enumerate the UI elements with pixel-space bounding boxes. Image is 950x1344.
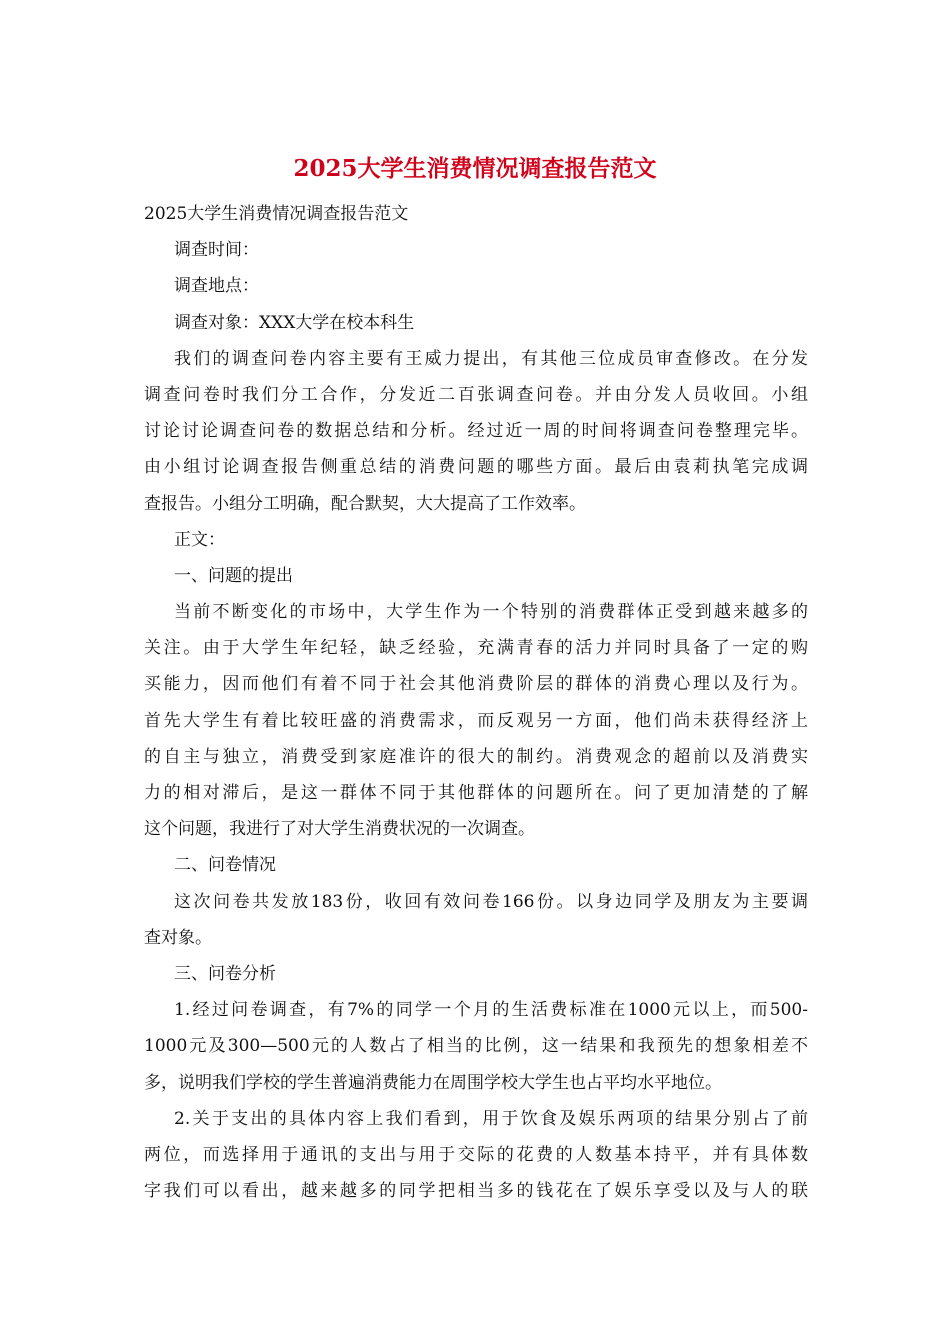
text-line: 1000元及300—500元的人数占了相当的比例，这一结果和我预先的想象相差不 [144, 1036, 808, 1057]
text-line: 调查时间： [174, 240, 259, 261]
document-title: 2025大学生消费情况调查报告范文 [293, 155, 657, 182]
text-line: 由小组讨论调查报告侧重总结的消费问题的哪些方面。最后由袁莉执笔完成调 [144, 457, 808, 478]
text-line: 正文： [174, 529, 225, 550]
document-body [144, 196, 808, 1209]
text-line: 一、问题的提出 [174, 565, 293, 586]
text-line: 关注。由于大学生年纪轻，缺乏经验，充满青春的活力并同时具备了一定的购 [144, 638, 808, 659]
text-line: 当前不断变化的市场中，大学生作为一个特别的消费群体正受到越来越多的 [174, 602, 808, 623]
text-line: 字我们可以看出，越来越多的同学把相当多的钱花在了娱乐享受以及与人的联 [144, 1181, 808, 1202]
text-line: 这个问题，我进行了对大学生消费状况的一次调查。 [144, 819, 535, 840]
text-line: 调查问卷时我们分工合作，分发近二百张调查问卷。并由分发人员收回。小组 [144, 384, 808, 405]
text-line: 力的相对滞后，是这一群体不同于其他群体的问题所在。问了更加清楚的了解 [144, 783, 808, 803]
text-line: 两位，而选择用于通讯的支出与用于交际的花费的人数基本持平，并有具体数 [144, 1144, 808, 1165]
text-line: 1.经过问卷调查，有7%的同学一个月的生活费标准在1000元以上，而500- [174, 1000, 808, 1021]
text-line: 2025大学生消费情况调查报告范文 [144, 204, 409, 224]
text-line: 这次问卷共发放183份，收回有效问卷166份。以身边同学及朋友为主要调 [174, 891, 808, 912]
text-line: 首先大学生有着比较旺盛的消费需求，而反观另一方面，他们尚未获得经济上 [144, 710, 808, 731]
text-line: 三、问卷分析 [174, 963, 276, 984]
text-line: 查报告。小组分工明确，配合默契，大大提高了工作效率。 [144, 493, 586, 514]
text-line: 的自主与独立，消费受到家庭准许的很大的制约。消费观念的超前以及消费实 [144, 746, 808, 767]
text-line: 我们的调查问卷内容主要有王威力提出，有其他三位成员审查修改。在分发 [174, 348, 808, 369]
text-line: 买能力，因而他们有着不同于社会其他消费阶层的群体的消费心理以及行为。 [144, 674, 808, 695]
text-line: 多，说明我们学校的学生普遍消费能力在周围学校大学生也占平均水平地位。 [144, 1072, 722, 1093]
text-line: 调查对象：XXX大学在校本科生 [174, 312, 415, 333]
text-line: 查对象。 [144, 927, 212, 948]
text-line: 二、问卷情况 [174, 855, 276, 876]
text-line: 2.关于支出的具体内容上我们看到，用于饮食及娱乐两项的结果分别占了前 [174, 1108, 808, 1129]
text-line: 调查地点： [174, 276, 259, 297]
text-line: 讨论讨论调查问卷的数据总结和分析。经过近一周的时间将调查问卷整理完毕。 [144, 421, 808, 442]
